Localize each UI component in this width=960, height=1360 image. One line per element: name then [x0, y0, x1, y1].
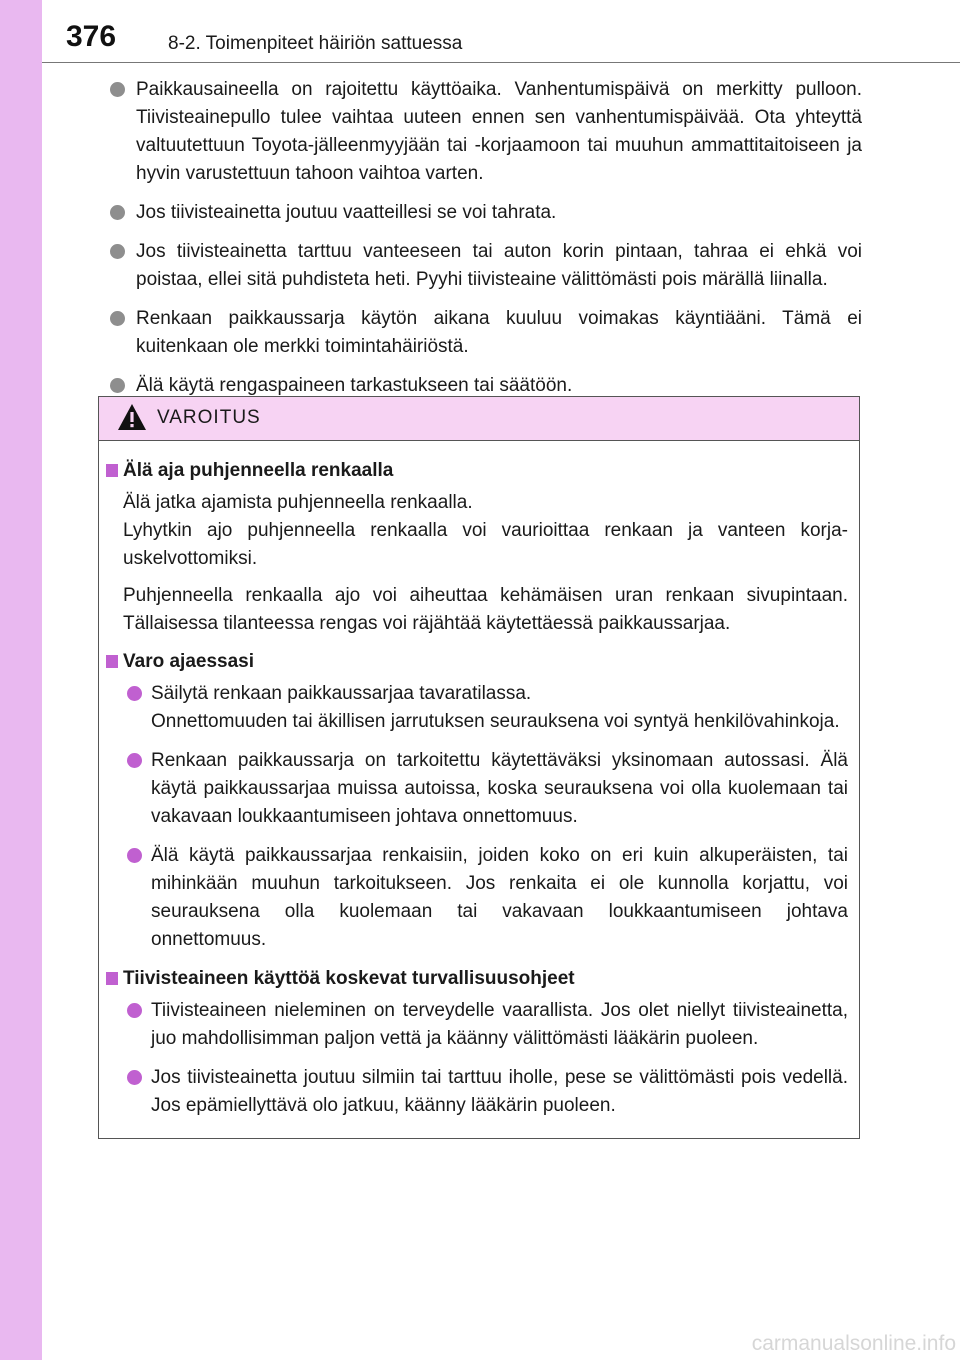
bullet-dot-icon — [110, 378, 125, 393]
warning-paragraph: Lyhytkin ajo puhjenneella renkaalla voi vaurioittaa renkaan ja vanteen korjauskelvottomiksi. — [123, 520, 848, 569]
square-bullet-icon — [106, 464, 118, 477]
warning-bullet-text: Säilytä renkaan paikkaussarjaa tavaratilassa. — [151, 683, 532, 704]
warning-bullet — [106, 842, 848, 954]
bullet-dot-icon — [127, 1070, 142, 1085]
warning-triangle-icon — [117, 403, 147, 436]
intro-bullet-text: Jos tiivisteainetta joutuu vaatteillesi se voi tahrata. — [136, 202, 557, 223]
warning-section-heading — [106, 648, 851, 676]
warning-bullet — [106, 747, 848, 831]
intro-bullet — [110, 199, 862, 227]
intro-bullet-text: Älä käytä rengaspaineen tarkastukseen tai säätöön. — [136, 375, 573, 396]
warning-bullet — [106, 997, 848, 1053]
warning-body — [99, 441, 859, 1120]
warning-label: VAROITUS — [157, 407, 261, 428]
warning-bullet-continuation — [106, 708, 848, 736]
warning-bullet-text: Tiivisteaineen nieleminen on terveydelle vaarallista. Jos olet niellyt tiivisteainetta, juo mahdollisimman paljon vettä ja käänny välittömästi lääkärin puoleen. — [151, 1000, 848, 1049]
warning-header — [99, 397, 859, 441]
warning-section — [106, 648, 851, 954]
page-header — [42, 0, 960, 62]
bullet-dot-icon — [110, 82, 125, 97]
intro-bullet — [110, 238, 862, 294]
warning-bullet-text: Onnettomuuden tai äkillisen jarrutuksen seurauksena voi syntyä henkilövahinkoja. — [151, 711, 840, 732]
page-number: 376 — [66, 20, 117, 53]
bullet-dot-icon — [127, 848, 142, 863]
warning-section — [106, 965, 851, 1120]
intro-bullet-list — [110, 76, 862, 411]
warning-heading-text: Varo ajaessasi — [123, 651, 254, 672]
warning-bullet-text: Renkaan paikkaussarja on tarkoitettu käytettäväksi yksinomaan autossasi. Älä käytä paikkaussarjaa muissa autoissa, koska seurauksena voi olla kuolemaan tai vakavaan loukkaantumiseen johtava onnettomuus. — [151, 750, 848, 827]
warning-bullet-text: Älä käytä paikkaussarjaa renkaisiin, joiden koko on eri kuin alkuperäisten, tai mihinkään muuhun tarkoitukseen. Jos renkaita ei ole kunnolla korjattu, voi seurauksena olla kuolemaan tai vakavaan loukkaantumiseen johtava onnettomuus. — [151, 845, 848, 950]
watermark: carmanualsonline.info — [751, 1332, 956, 1355]
intro-bullet-text: Renkaan paikkaussarja käytön aikana kuuluu voimakas käyntiääni. Tämä ei kuitenkaan ole merkki toimintahäiriöstä. — [136, 308, 862, 357]
side-band — [0, 0, 42, 1360]
bullet-dot-icon — [127, 686, 142, 701]
warning-box — [98, 396, 860, 1139]
warning-section-heading — [106, 965, 851, 993]
warning-heading-text: Älä aja puhjenneella renkaalla — [123, 460, 394, 481]
header-rule — [42, 62, 960, 63]
intro-bullet-text: Paikkausaineella on rajoitettu käyttöaika. Vanhentumispäivä on merkitty pulloon. Tiivisteainepullo tulee vaihtaa uuteen ennen sen vanhentumispäivää. Ota yhteyttä valtuutettuun Toyota-jälleenmyyjään tai -korjaamoon tai muuhun ammattitaitoiseen ja hyvin varustettuun tahoon vaihtoa varten. — [136, 79, 862, 184]
bullet-dot-icon — [110, 311, 125, 326]
intro-bullet-text: Jos tiivisteainetta tarttuu vanteeseen tai auton korin pintaan, tahraa ei ehkä voi poistaa, ellei sitä puhdisteta heti. Pyyhi tiivisteaine välittömästi pois märällä liinalla. — [136, 241, 862, 290]
warning-paragraph: Puhjenneella renkaalla ajo voi aiheuttaa kehämäisen uran renkaan sivupintaan. Tällaisessa tilanteessa rengas voi räjähtää käytettäessä paikkaussarjaa. — [123, 585, 848, 634]
bullet-dot-icon — [110, 205, 125, 220]
warning-section — [106, 457, 851, 638]
bullet-dot-icon — [110, 244, 125, 259]
warning-paragraph: Älä jatka ajamista puhjenneella renkaalla. — [123, 492, 473, 513]
warning-bullet-text: Jos tiivisteainetta joutuu silmiin tai tarttuu iholle, pese se välittömästi pois vedellä. Jos epämiellyttävä olo jatkuu, käänny lääkärin puoleen. — [151, 1067, 848, 1116]
warning-section-heading — [106, 457, 851, 485]
square-bullet-icon — [106, 972, 118, 985]
square-bullet-icon — [106, 655, 118, 668]
section-title: 8-2. Toimenpiteet häiriön sattuessa — [168, 33, 463, 54]
warning-heading-text: Tiivisteaineen käyttöä koskevat turvallisuusohjeet — [123, 968, 575, 989]
warning-bullet — [106, 1064, 848, 1120]
intro-bullet — [110, 305, 862, 361]
bullet-dot-icon — [127, 1003, 142, 1018]
bullet-dot-icon — [127, 753, 142, 768]
warning-bullet — [106, 680, 848, 708]
intro-bullet — [110, 76, 862, 188]
